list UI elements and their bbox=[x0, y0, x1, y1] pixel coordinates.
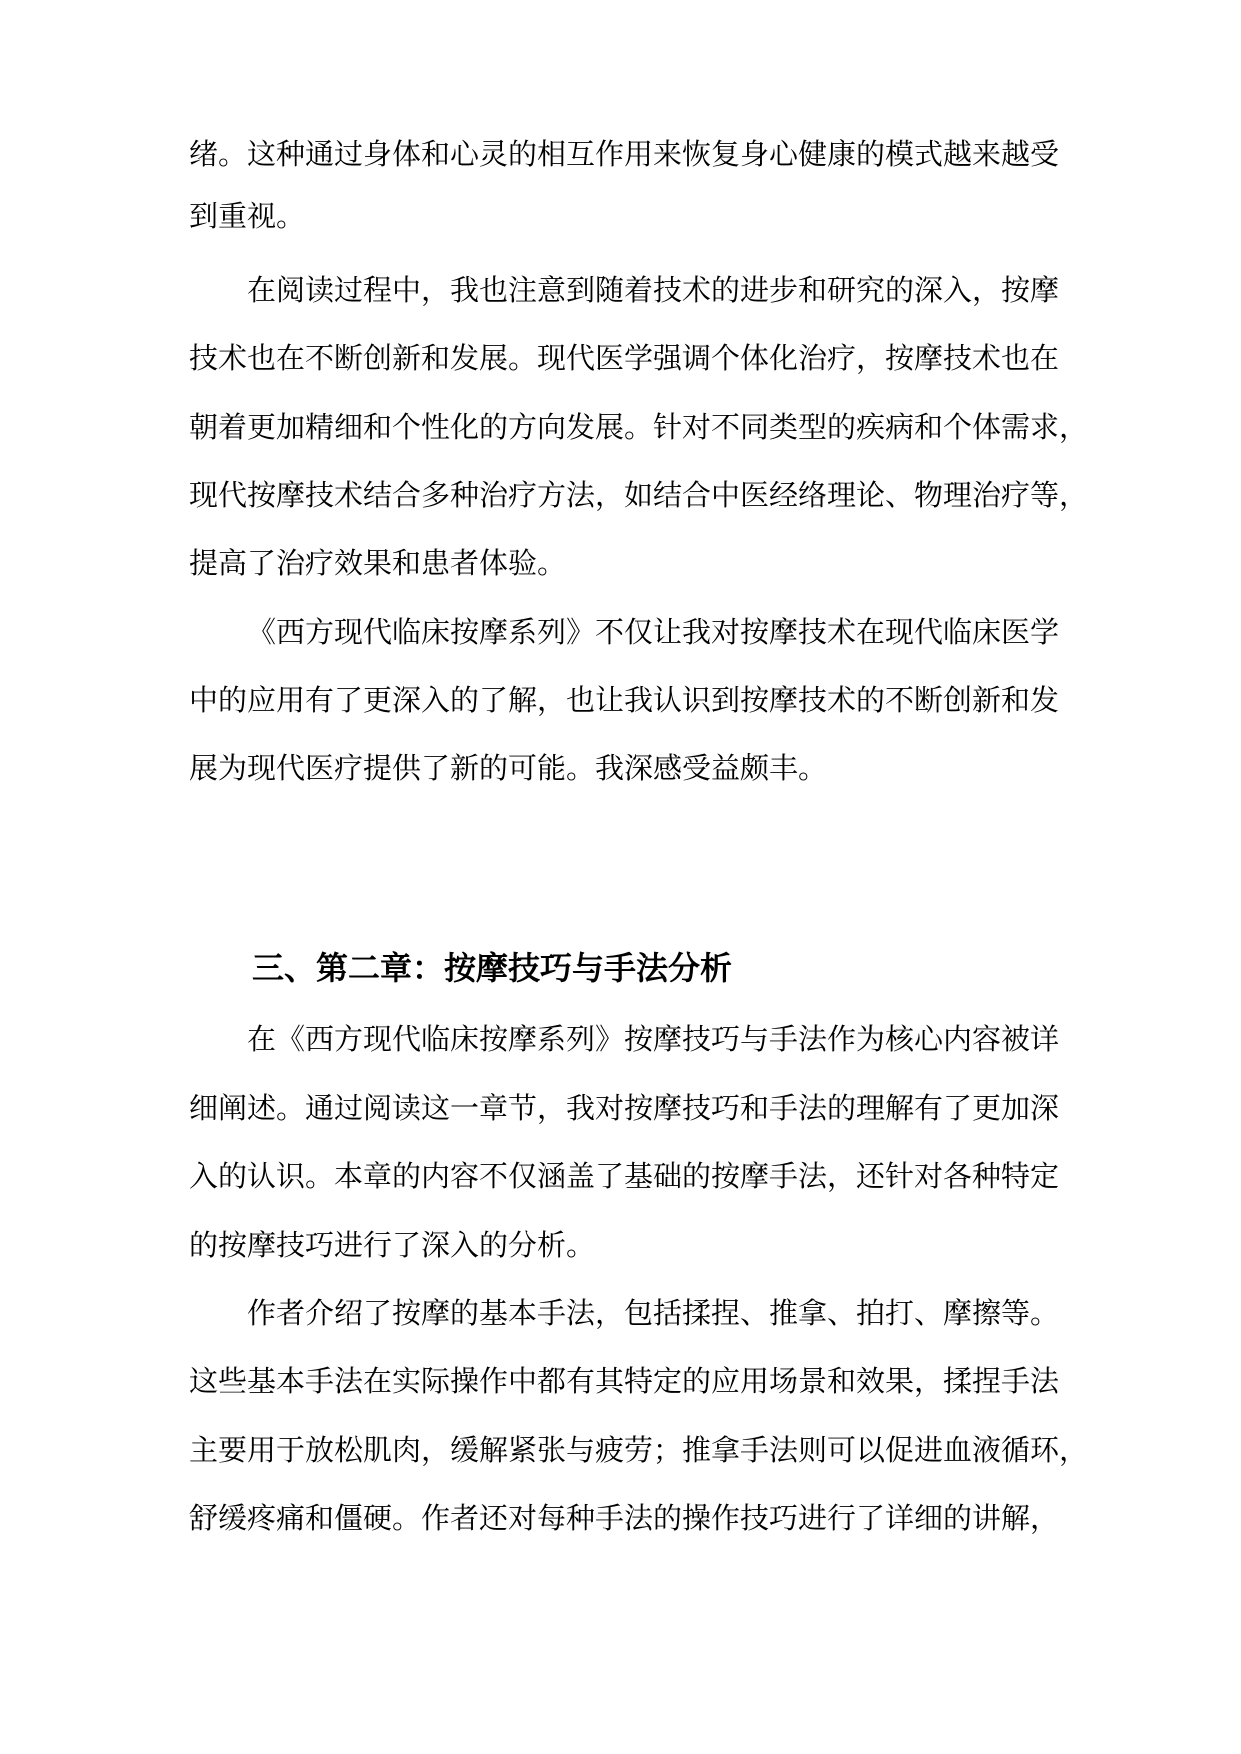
paragraph-2-line-4: 现代按摩技术结合多种治疗方法，如结合中医经络理论、物理治疗等， bbox=[189, 478, 1089, 512]
paragraph-2-line-3: 朝着更加精细和个性化的方向发展。针对不同类型的疾病和个体需求， bbox=[189, 410, 1089, 444]
paragraph-4-line-2: 细阐述。通过阅读这一章节，我对按摩技巧和手法的理解有了更加深 bbox=[189, 1091, 1060, 1125]
paragraph-5-line-2: 这些基本手法在实际操作中都有其特定的应用场景和效果，揉捏手法 bbox=[189, 1364, 1060, 1398]
paragraph-1-line-2: 到重视。 bbox=[189, 199, 306, 233]
paragraph-2-line-2: 技术也在不断创新和发展。现代医学强调个体化治疗，按摩技术也在 bbox=[189, 341, 1060, 375]
paragraph-4-line-1: 在《西方现代临床按摩系列》按摩技巧与手法作为核心内容被详 bbox=[247, 1022, 1060, 1056]
paragraph-5-line-3: 主要用于放松肌肉，缓解紧张与疲劳；推拿手法则可以促进血液循环， bbox=[189, 1433, 1089, 1467]
paragraph-3-line-1: 《西方现代临床按摩系列》不仅让我对按摩技术在现代临床医学 bbox=[247, 615, 1060, 649]
paragraph-3-line-2: 中的应用有了更深入的了解，也让我认识到按摩技术的不断创新和发 bbox=[189, 683, 1060, 717]
paragraph-4-line-3: 入的认识。本章的内容不仅涵盖了基础的按摩手法，还针对各种特定 bbox=[189, 1159, 1060, 1193]
paragraph-3-line-3: 展为现代医疗提供了新的可能。我深感受益颇丰。 bbox=[189, 751, 828, 785]
paragraph-2-line-5: 提高了治疗效果和患者体验。 bbox=[189, 546, 567, 580]
paragraph-5-line-4: 舒缓疼痛和僵硬。作者还对每种手法的操作技巧进行了详细的讲解， bbox=[189, 1501, 1060, 1535]
paragraph-1-line-1: 绪。这种通过身体和心灵的相互作用来恢复身心健康的模式越来越受 bbox=[189, 137, 1060, 171]
paragraph-4-line-4: 的按摩技巧进行了深入的分析。 bbox=[189, 1228, 596, 1262]
paragraph-5-line-1: 作者介绍了按摩的基本手法，包括揉捏、推拿、拍打、摩擦等。 bbox=[247, 1296, 1060, 1330]
paragraph-2-line-1: 在阅读过程中，我也注意到随着技术的进步和研究的深入，按摩 bbox=[247, 273, 1060, 307]
section-heading: 三、第二章：按摩技巧与手法分析 bbox=[252, 949, 733, 987]
